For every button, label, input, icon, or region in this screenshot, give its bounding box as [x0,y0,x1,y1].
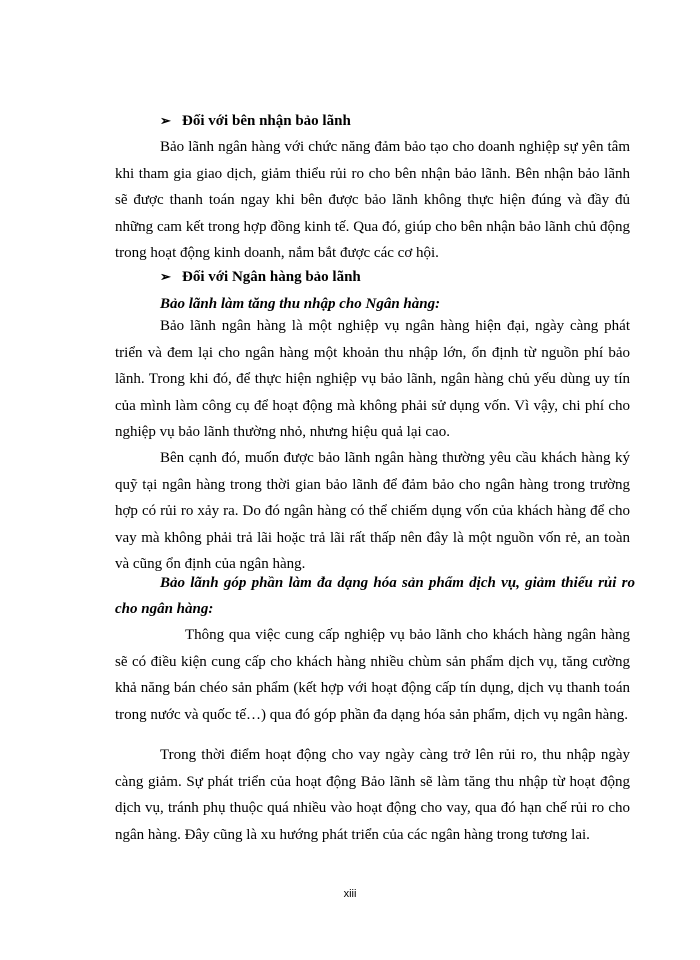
paragraph-trend: Trong thời điểm hoạt động cho vay ngày càng trở lên rủi ro, thu nhập ngày càng giảm. Sự phát triển của hoạt động Bảo lãnh sẽ làm tăng thu nhập từ hoạt động dịch vụ, tránh phụ thuộc quá nhiều vào hoạt động cho vay, qua đó hạn chế rủi ro cho ngân hàng. Đây cũng là xu hướng phát triển của các ngân hàng trong tương lai. [115,747,630,843]
section-heading-bank [160,266,361,288]
paragraph-deposit: Bên cạnh đó, muốn được bảo lãnh ngân hàng thường yêu cầu khách hàng ký quỹ tại ngân hàng trong thời gian bảo lãnh để đảm bảo cho ngân hàng trong trường hợp có rủi ro xảy ra. Do đó ngân hàng có thể chiếm dụng vốn của khách hàng để cho vay mà không phải trả lãi hoặc trả lãi rất thấp nên đây là một nguồn vốn rẻ, an toàn và cũng ổn định của ngân hàng. [115,450,630,572]
subheading-income: Bảo lãnh làm tăng thu nhập cho Ngân hàng: [160,296,441,312]
section-heading-text: Đối với bên nhận bảo lãnh [182,113,351,129]
paragraph-recipient: Bảo lãnh ngân hàng với chức năng đảm bảo tạo cho doanh nghiệp sự yên tâm khi tham gia giao dịch, giảm thiểu rủi ro cho bên nhận bảo lãnh. Bên nhận bảo lãnh sẽ được thanh toán ngay khi bên được bảo lãnh không thực hiện đúng và đầy đủ những cam kết trong hợp đồng kinh tế. Qua đó, giúp cho bên nhận bảo lãnh chủ động trong hoạt động kinh doanh, nắm bắt được các cơ hội. [115,139,630,261]
paragraph-income: Bảo lãnh ngân hàng là một nghiệp vụ ngân hàng hiện đại, ngày càng phát triển và đem lại cho ngân hàng một khoản thu nhập lớn, ổn định từ nguồn phí bảo lãnh. Trong khi đó, để thực hiện nghiệp vụ bảo lãnh, ngân hàng chủ yếu dùng uy tín của mình làm công cụ để hoạt động mà không phải sử dụng vốn. Vì vậy, chi phí cho nghiệp vụ bảo lãnh thường nhỏ, nhưng hiệu quả lại cao. [115,318,630,440]
section-heading-recipient [160,110,351,132]
subheading-diversify: Bảo lãnh góp phần làm đa dạng hóa sản phẩm dịch vụ, giảm thiểu rủi ro cho ngân hàng: [115,575,635,617]
arrow-bullet-icon: ➢ [160,269,171,284]
arrow-bullet-icon: ➢ [160,113,171,128]
paragraph-diversify: Thông qua việc cung cấp nghiệp vụ bảo lãnh cho khách hàng ngân hàng sẽ có điều kiện cung cấp cho khách hàng nhiều chùm sản phẩm dịch vụ, tăng cường khả năng bán chéo sản phẩm (kết hợp với hoạt động cấp tín dụng, dịch vụ thanh toán trong nước và quốc tế…) qua đó góp phần đa dạng hóa sản phẩm, dịch vụ ngân hàng. [115,627,630,723]
section-heading-text: Đối với Ngân hàng bảo lãnh [182,269,361,285]
page-number: xiii [343,888,357,900]
